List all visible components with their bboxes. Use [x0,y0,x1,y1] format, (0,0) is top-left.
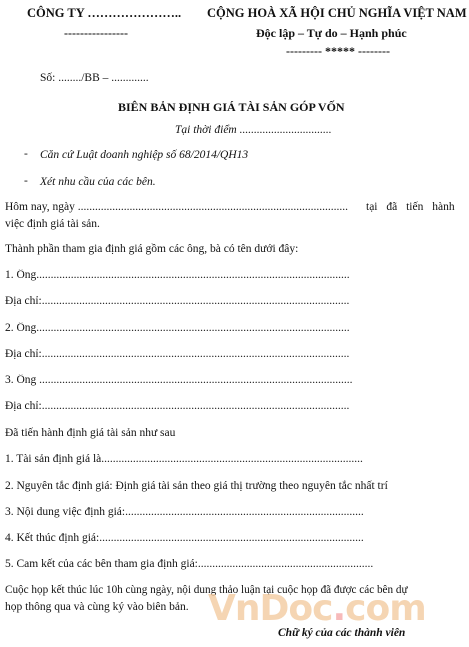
participant-name-1: 1. Ông............................................................................................................. [5,269,350,281]
intro-line-1-end: tại đã tiến hành [366,201,455,213]
valuation-item-4: 4. Kết thúc định giá:............................................................................................ [5,532,364,544]
national-divider: --------- ***** -------- [286,44,390,58]
closing-line-1: Cuộc họp kết thúc lúc 10h cùng ngày, nội dung thảo luận tại cuộc họp đã được các bên dự [5,584,408,596]
document-number: Số: ......../BB – ............. [40,72,149,84]
company-divider: ---------------- [64,26,128,40]
participant-address-1: Địa chỉ:........................................................................................................... [5,295,350,307]
legal-basis-text: Căn cứ Luật doanh nghiệp số 68/2014/QH13 [40,149,249,161]
participant-name-2: 2. Ông............................................................................................................. [5,322,350,334]
valuation-item-5: 5. Cam kết của các bên tham gia định giá:............................................................. [5,558,374,570]
participant-address-3: Địa chỉ:........................................................................................................... [5,400,350,412]
bullet-dash: - [24,148,28,160]
national-title: CỘNG HOÀ XÃ HỘI CHỦ NGHĨA VIỆT NAM [207,6,467,20]
valuation-intro: Đã tiến hành định giá tài sản như sau [5,427,176,439]
national-motto: Độc lập – Tự do – Hạnh phúc [256,26,407,40]
needs-text: Xét nhu cầu của các bên. [40,176,156,188]
company-name: CÔNG TY ………………….. [27,6,182,20]
bullet-dash: - [24,175,28,187]
intro-line-2: việc định giá tài sản. [5,218,100,230]
signature-label: Chữ ký của các thành viên [278,627,406,639]
intro-line-1: Hôm nay, ngày .............................................................................................. [5,201,348,213]
valuation-item-1: 1. Tài sản định giá là........................................................................................... [5,453,363,465]
closing-line-2: họp thông qua và cùng ký vào biên bản. [5,601,189,613]
vndoc-watermark-logo: VnDoc.com [208,588,426,629]
participants-intro: Thành phần tham gia định giá gồm các ông, bà có tên dưới đây: [5,243,299,255]
document-subtitle: Tại thời điểm ................................ [175,124,332,136]
document-title: BIÊN BẢN ĐỊNH GIÁ TÀI SẢN GÓP VỐN [118,100,345,114]
valuation-item-3: 3. Nội dung việc định giá:................................................................................... [5,506,364,518]
valuation-item-2: 2. Nguyên tắc định giá: Định giá tài sản theo giá thị trường theo nguyên tắc nhất trí [5,480,388,492]
participant-name-3: 3. Ông ............................................................................................................. [5,374,353,386]
participant-address-2: Địa chỉ:........................................................................................................... [5,348,350,360]
